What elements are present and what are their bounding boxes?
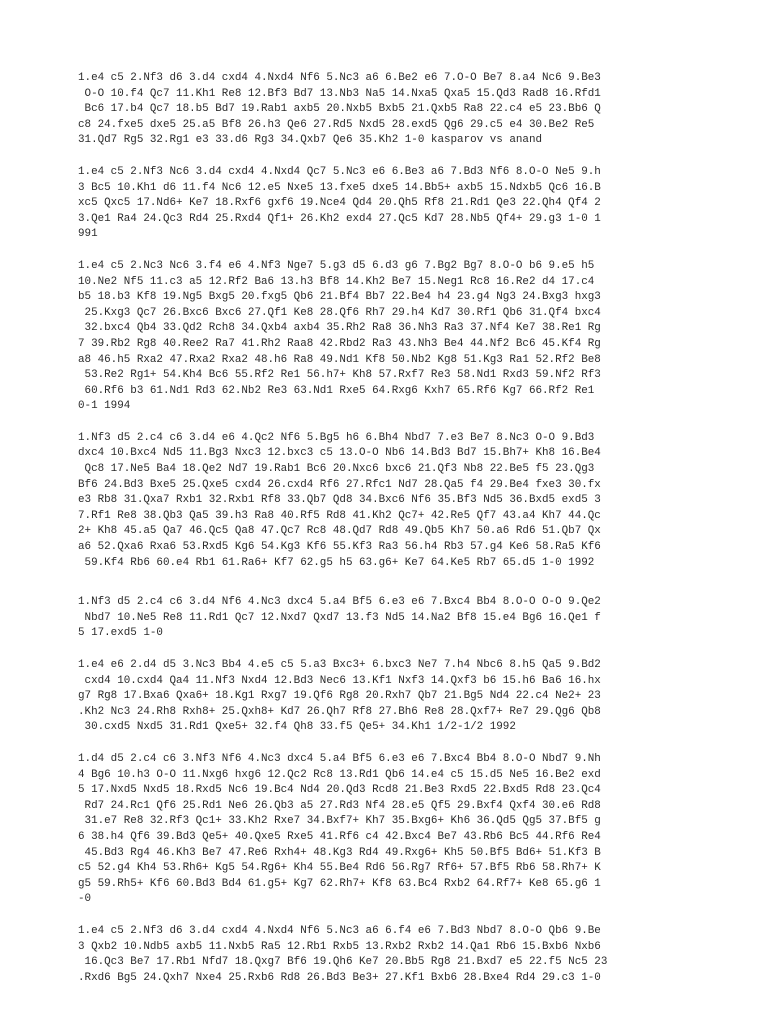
game-line: Rd7 24.Rc1 Qf6 25.Rd1 Ne6 26.Qb3 a5 27.Rd3 Nf4 28.e5 Qf5 29.Bxf4 Qxf4 30.e6 Rd8 <box>78 799 601 812</box>
game-line: 45.Bd3 Rg4 46.Kh3 Be7 47.Re6 Rxh4+ 48.Kg3 Rd4 49.Rxg6+ Kh5 50.Bf5 Bd6+ 51.Kf3 B <box>78 846 601 859</box>
game-line: 3 Qxb2 10.Ndb5 axb5 11.Nxb5 Ra5 12.Rb1 Rxb5 13.Rxb2 Rxb2 14.Qa1 Rb6 15.Bxb6 Nxb6 <box>78 940 601 953</box>
chess-games-document <box>78 71 698 986</box>
game-line: -0 <box>78 893 92 906</box>
paragraph-gap <box>78 642 698 658</box>
game-line: 1.Nf3 d5 2.c4 c6 3.d4 Nf6 4.Nc3 dxc4 5.a4 Bf5 6.e3 e6 7.Bxc4 Bb4 8.O-O O-O 9.Qe2 <box>78 596 601 609</box>
game-record <box>78 658 698 736</box>
game-line: Qc8 17.Ne5 Ba4 18.Qe2 Nd7 19.Rab1 Bc6 20.Nxc6 bxc6 21.Qf3 Nb8 22.Be5 f5 23.Qg3 <box>78 463 595 476</box>
game-line: 10.Ne2 Nf5 11.c3 a5 12.Rf2 Ba6 13.h3 Bf8 14.Kh2 Be7 15.Neg1 Rc8 16.Re2 d4 17.c4 <box>78 275 595 288</box>
game-line: 1.e4 c5 2.Nf3 d6 3.d4 cxd4 4.Nxd4 Nf6 5.Nc3 a6 6.f4 e6 7.Bd3 Nbd7 8.O-O Qb6 9.Be <box>78 924 601 937</box>
game-line: dxc4 10.Bxc4 Nd5 11.Bg3 Nxc3 12.bxc3 c5 13.O-O Nb6 14.Bd3 Bd7 15.Bh7+ Kh8 16.Be4 <box>78 447 601 460</box>
game-line: xc5 Qxc5 17.Nd6+ Ke7 18.Rxf6 gxf6 19.Nce4 Qd4 20.Qh5 Rf8 21.Rd1 Qe3 22.Qh4 Qf4 2 <box>78 197 601 210</box>
game-line: 3.Qe1 Ra4 24.Qc3 Rd4 25.Rxd4 Qf1+ 26.Kh2 exd4 27.Qc5 Kd7 28.Nb5 Qf4+ 29.g3 1-0 1 <box>78 212 601 225</box>
game-record <box>78 259 698 415</box>
game-line: 6 38.h4 Qf6 39.Bd3 Qe5+ 40.Qxe5 Rxe5 41.Rf6 c4 42.Bxc4 Be7 43.Rb6 Bc5 44.Rf6 Re4 <box>78 830 601 843</box>
game-line: 31.Qd7 Rg5 32.Rg1 e3 33.d6 Rg3 34.Qxb7 Qe6 35.Kh2 1-0 kasparov vs anand <box>78 134 543 147</box>
game-line: 3 Bc5 10.Kh1 d6 11.f4 Nc6 12.e5 Nxe5 13.fxe5 dxe5 14.Bb5+ axb5 15.Ndxb5 Qc6 16.B <box>78 181 601 194</box>
paragraph-gap <box>78 415 698 431</box>
game-line: 1.d4 d5 2.c4 c6 3.Nf3 Nf6 4.Nc3 dxc4 5.a4 Bf5 6.e3 e6 7.Bxc4 Bb4 8.O-O Nbd7 9.Nh <box>78 752 601 765</box>
game-line: 991 <box>78 228 98 241</box>
game-record <box>78 924 698 986</box>
paragraph-gap <box>78 908 698 924</box>
paragraph-gap <box>78 736 698 752</box>
game-line: a8 46.h5 Rxa2 47.Rxa2 Rxa2 48.h6 Ra8 49.Nd1 Kf8 50.Nb2 Kg8 51.Kg3 Ra1 52.Rf2 Be8 <box>78 353 601 366</box>
game-line: .Rxd6 Bg5 24.Qxh7 Nxe4 25.Rxb6 Rd8 26.Bd3 Be3+ 27.Kf1 Bxb6 28.Bxe4 Rd4 29.c3 1-0 <box>78 971 601 984</box>
game-line: 1.e4 c5 2.Nc3 Nc6 3.f4 e6 4.Nf3 Nge7 5.g3 d5 6.d3 g6 7.Bg2 Bg7 8.O-O b6 9.e5 h5 <box>78 259 595 272</box>
game-line: 1.e4 c5 2.Nf3 Nc6 3.d4 cxd4 4.Nxd4 Qc7 5.Nc3 e6 6.Be3 a6 7.Bd3 Nf6 8.O-O Ne5 9.h <box>78 165 601 178</box>
game-line: Bf6 24.Bd3 Bxe5 25.Qxe5 cxd4 26.cxd4 Rf6 27.Rfc1 Nd7 28.Qa5 f4 29.Be4 fxe3 30.fx <box>78 478 601 491</box>
game-line: 4 Bg6 10.h3 O-O 11.Nxg6 hxg6 12.Qc2 Rc8 13.Rd1 Qb6 14.e4 c5 15.d5 Ne5 16.Be2 exd <box>78 768 601 781</box>
game-line: .Kh2 Nc3 24.Rh8 Rxh8+ 25.Qxh8+ Kd7 26.Qh7 Rf8 27.Bh6 Re8 28.Qxf7+ Re7 29.Qg6 Qb8 <box>78 705 601 718</box>
game-line: 1.e4 e6 2.d4 d5 3.Nc3 Bb4 4.e5 c5 5.a3 Bxc3+ 6.bxc3 Ne7 7.h4 Nbc6 8.h5 Qa5 9.Bd2 <box>78 659 601 671</box>
game-line: 1.e4 c5 2.Nf3 d6 3.d4 cxd4 4.Nxd4 Nf6 5.Nc3 a6 6.Be2 e6 7.O-O Be7 8.a4 Nc6 9.Be3 <box>78 72 601 84</box>
game-line: 32.bxc4 Qb4 33.Qd2 Rch8 34.Qxb4 axb4 35.Rh2 Ra8 36.Nh3 Ra3 37.Nf4 Ke7 38.Re1 Rg <box>78 322 601 335</box>
game-line: 0-1 1994 <box>78 400 131 413</box>
game-line: g7 Rg8 17.Bxa6 Qxa6+ 18.Kg1 Rxg7 19.Qf6 Rg8 20.Rxh7 Qb7 21.Bg5 Nd4 22.c4 Ne2+ 23 <box>78 690 601 703</box>
game-line: g5 59.Rh5+ Kf6 60.Bd3 Bd4 61.g5+ Kg7 62.Rh7+ Kf8 63.Bc4 Rxb2 64.Rf7+ Ke8 65.g6 1 <box>78 877 601 890</box>
game-line: 5 17.exd5 1-0 <box>78 627 163 640</box>
game-line: Nbd7 10.Ne5 Re8 11.Rd1 Qc7 12.Nxd7 Qxd7 13.f3 Nd5 14.Na2 Bf8 15.e4 Bg6 16.Qe1 f <box>78 611 601 624</box>
game-record <box>78 431 698 571</box>
paragraph-gap <box>78 571 698 595</box>
game-line: 7 39.Rb2 Rg8 40.Ree2 Ra7 41.Rh2 Raa8 42.Rbd2 Ra3 43.Nh3 Be4 44.Nf2 Bc6 45.Kf4 Rg <box>78 337 601 350</box>
game-line: b5 18.b3 Kf8 19.Ng5 Bxg5 20.fxg5 Qb6 21.Bf4 Bb7 22.Be4 h4 23.g4 Ng3 24.Bxg3 hxg3 <box>78 291 601 304</box>
game-line: O-O 10.f4 Qc7 11.Kh1 Re8 12.Bf3 Bd7 13.Nb3 Na5 14.Nxa5 Qxa5 15.Qd3 Rad8 16.Rfd1 <box>78 87 601 100</box>
game-line: 25.Kxg3 Qc7 26.Bxc6 Bxc6 27.Qf1 Ke8 28.Qf6 Rh7 29.h4 Kd7 30.Rf1 Qb6 31.Qf4 bxc4 <box>78 306 601 319</box>
game-line: c5 52.g4 Kh4 53.Rh6+ Kg5 54.Rg6+ Kh4 55.Be4 Rd6 56.Rg7 Rf6+ 57.Bf5 Rb6 58.Rh7+ K <box>78 862 601 875</box>
games-list <box>78 71 698 986</box>
game-record <box>78 165 698 243</box>
game-line: c8 24.fxe5 dxe5 25.a5 Bf8 26.h3 Qe6 27.Rd5 Nxd5 28.exd5 Qg6 29.c5 e4 30.Be2 Re5 <box>78 118 595 131</box>
game-record <box>78 595 698 642</box>
game-line: a6 52.Qxa6 Rxa6 53.Rxd5 Kg6 54.Kg3 Kf6 55.Kf3 Ra3 56.h4 Rb3 57.g4 Ke6 58.Ra5 Kf6 <box>78 541 601 554</box>
paragraph-gap <box>78 243 698 259</box>
game-record <box>78 71 698 149</box>
game-line: 5 17.Nxd5 Nxd5 18.Rxd5 Nc6 19.Bc4 Nd4 20.Qd3 Rcd8 21.Be3 Rxd5 22.Bxd5 Rd8 23.Qc4 <box>78 784 601 797</box>
game-record <box>78 752 698 908</box>
game-line: 7.Rf1 Re8 38.Qb3 Qa5 39.h3 Ra8 40.Rf5 Rd8 41.Kh2 Qc7+ 42.Re5 Qf7 43.a4 Kh7 44.Qc <box>78 509 601 522</box>
paragraph-gap <box>78 149 698 165</box>
game-line: Bc6 17.b4 Qc7 18.b5 Bd7 19.Rab1 axb5 20.Nxb5 Bxb5 21.Qxb5 Ra8 22.c4 e5 23.Bb6 Q <box>78 103 601 116</box>
game-line: 2+ Kh8 45.a5 Qa7 46.Qc5 Qa8 47.Qc7 Rc8 48.Qd7 Rd8 49.Qb5 Kh7 50.a6 Rd6 51.Qb7 Qx <box>78 525 601 538</box>
game-line: cxd4 10.cxd4 Qa4 11.Nf3 Nxd4 12.Bd3 Nec6 13.Kf1 Nxf3 14.Qxf3 b6 15.h6 Ba6 16.hx <box>78 674 601 687</box>
game-line: 1.Nf3 d5 2.c4 c6 3.d4 e6 4.Qc2 Nf6 5.Bg5 h6 6.Bh4 Nbd7 7.e3 Be7 8.Nc3 O-O 9.Bd3 <box>78 431 595 444</box>
game-line: 31.e7 Re8 32.Rf3 Qc1+ 33.Kh2 Rxe7 34.Bxf7+ Kh7 35.Bxg6+ Kh6 36.Qd5 Qg5 37.Bf5 g <box>78 815 601 828</box>
game-line: e3 Rb8 31.Qxa7 Rxb1 32.Rxb1 Rf8 33.Qb7 Qd8 34.Bxc6 Nf6 35.Bf3 Nd5 36.Bxd5 exd5 3 <box>78 494 601 507</box>
game-line: 53.Re2 Rg1+ 54.Kh4 Bc6 55.Rf2 Re1 56.h7+ Kh8 57.Rxf7 Re3 58.Nd1 Rxd3 59.Nf2 Rf3 <box>78 369 601 382</box>
game-line: 60.Rf6 b3 61.Nd1 Rd3 62.Nb2 Re3 63.Nd1 Rxe5 64.Rxg6 Kxh7 65.Rf6 Kg7 66.Rf2 Re1 <box>78 384 595 397</box>
game-line: 59.Kf4 Rb6 60.e4 Rb1 61.Ra6+ Kf7 62.g5 h5 63.g6+ Ke7 64.Ke5 Rb7 65.d5 1-0 1992 <box>78 556 595 569</box>
game-line: 30.cxd5 Nxd5 31.Rd1 Qxe5+ 32.f4 Qh8 33.f5 Qe5+ 34.Kh1 1/2-1/2 1992 <box>78 721 516 734</box>
game-line: 16.Qc3 Be7 17.Rb1 Nfd7 18.Qxg7 Bf6 19.Qh6 Ke7 20.Bb5 Rg8 21.Bxd7 e5 22.f5 Nc5 23 <box>78 956 608 969</box>
